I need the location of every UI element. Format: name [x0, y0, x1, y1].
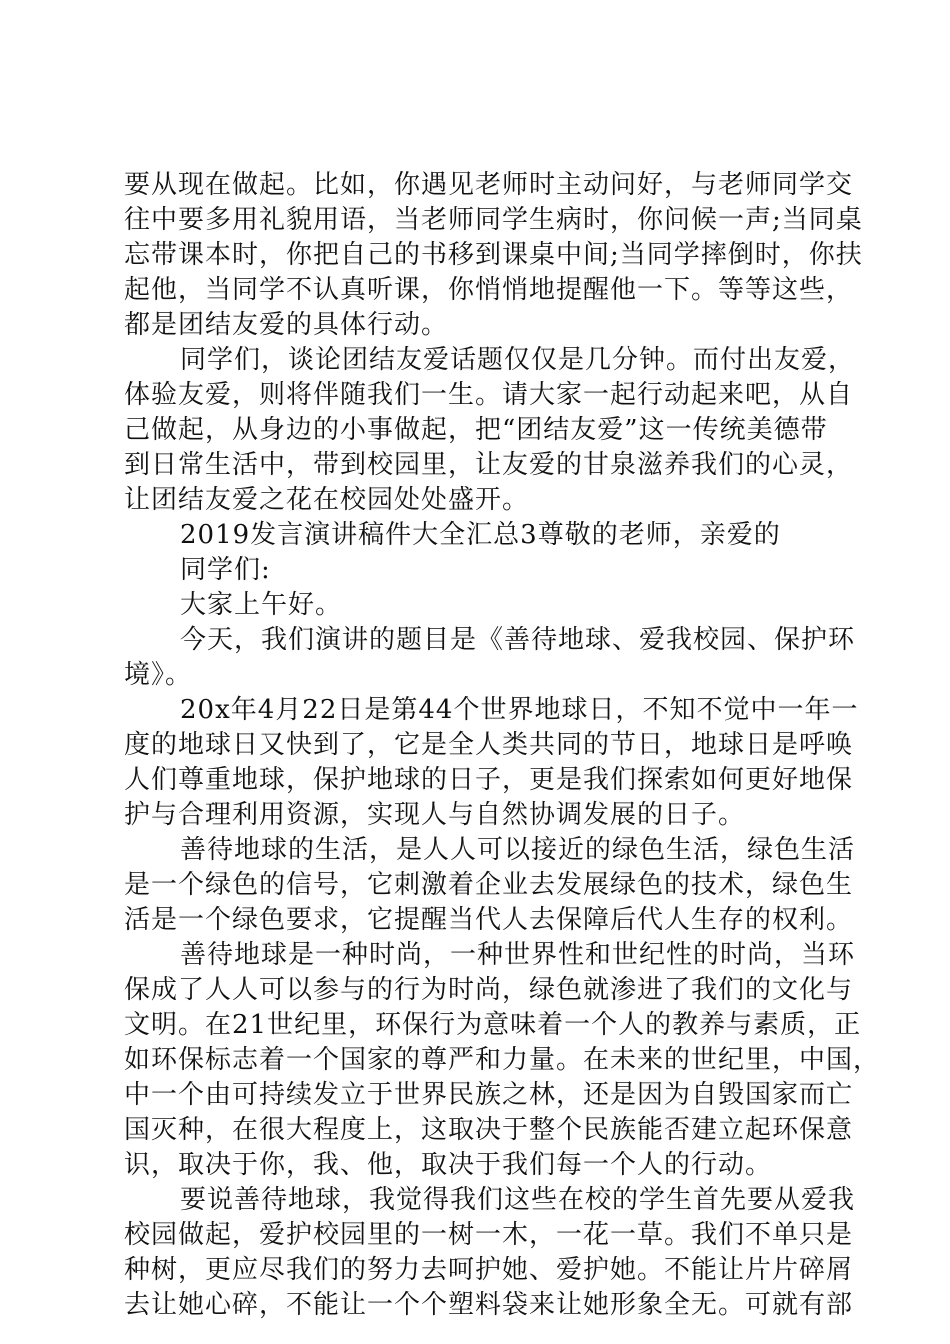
- paragraph-first-line: 20x年4月22日是第44个世界地球日，不知不觉中一年一: [180, 695, 859, 725]
- text-line: 到日常生活中，带到校园里，让友爱的甘泉滋养我们的心灵，: [124, 450, 854, 480]
- text-line: 校园做起，爱护校园里的一树一木，一花一草。我们不单只是: [124, 1220, 854, 1250]
- text-line: 护与合理利用资源，实现人与自然协调发展的日子。: [124, 800, 746, 830]
- text-line: 如环保标志着一个国家的尊严和力量。在未来的世纪里，中国，: [124, 1045, 881, 1075]
- text-line: 中一个由可持续发立于世界民族之林，还是因为自毁国家而亡: [124, 1080, 854, 1110]
- text-line: 度的地球日又快到了，它是全人类共同的节日，地球日是呼唤: [124, 730, 854, 760]
- text-line: 起他，当同学不认真听课，你悄悄地提醒他一下。等等这些，: [124, 275, 854, 305]
- text-line: 忘带课本时，你把自己的书移到课桌中间;当同学摔倒时，你扶: [124, 240, 863, 270]
- paragraph-first-line: 同学们，谈论团结友爱话题仅仅是几分钟。而付出友爱，: [180, 345, 856, 375]
- text-line: 要从现在做起。比如，你遇见老师时主动问好，与老师同学交: [124, 170, 854, 200]
- text-line: 去让她心碎，不能让一个个塑料袋来让她形象全无。可就有部: [124, 1290, 854, 1320]
- text-line: 种树，更应尽我们的努力去呵护她、爱护她。不能让片片碎屑: [124, 1255, 854, 1285]
- paragraph-first-line: 要说善待地球，我觉得我们这些在校的学生首先要从爱我: [180, 1185, 856, 1215]
- text-line: 境》。: [124, 660, 193, 690]
- text-line: 文明。在21世纪里，环保行为意味着一个人的教养与素质，正: [124, 1010, 862, 1040]
- text-line: 人们尊重地球，保护地球的日子，更是我们探索如何更好地保: [124, 765, 854, 795]
- text-line: 保成了人人可以参与的行为时尚，绿色就渗进了我们的文化与: [124, 975, 854, 1005]
- text-line: 让团结友爱之花在校园处处盛开。: [124, 485, 530, 515]
- text-line: 是一个绿色的信号，它刺激着企业去发展绿色的技术，绿色生: [124, 870, 854, 900]
- text-line: 都是团结友爱的具体行动。: [124, 310, 449, 340]
- text-line: 体验友爱，则将伴随我们一生。请大家一起行动起来吧，从自: [124, 380, 854, 410]
- paragraph-first-line: 今天，我们演讲的题目是《善待地球、爱我校园、保护环: [180, 625, 856, 655]
- section-heading: 2019发言演讲稿件大全汇总3尊敬的老师，亲爱的: [180, 520, 781, 550]
- greeting-line: 大家上午好。: [180, 590, 343, 620]
- paragraph-first-line: 善待地球的生活，是人人可以接近的绿色生活，绿色生活: [180, 835, 856, 865]
- text-line: 往中要多用礼貌用语，当老师同学生病时，你问候一声;当同桌: [124, 205, 863, 235]
- paragraph-first-line: 善待地球是一种时尚，一种世界性和世纪性的时尚，当环: [180, 940, 856, 970]
- text-line: 国灭种，在很大程度上，这取决于整个民族能否建立起环保意: [124, 1115, 854, 1145]
- text-line: 识，取决于你，我、他，取决于我们每一个人的行动。: [124, 1150, 773, 1180]
- text-line: 活是一个绿色要求，它提醒当代人去保障后代人生存的权利。: [124, 905, 854, 935]
- text-line: 己做起，从身边的小事做起，把“团结友爱”这一传统美德带: [124, 415, 828, 445]
- text-line: 同学们:: [180, 555, 271, 585]
